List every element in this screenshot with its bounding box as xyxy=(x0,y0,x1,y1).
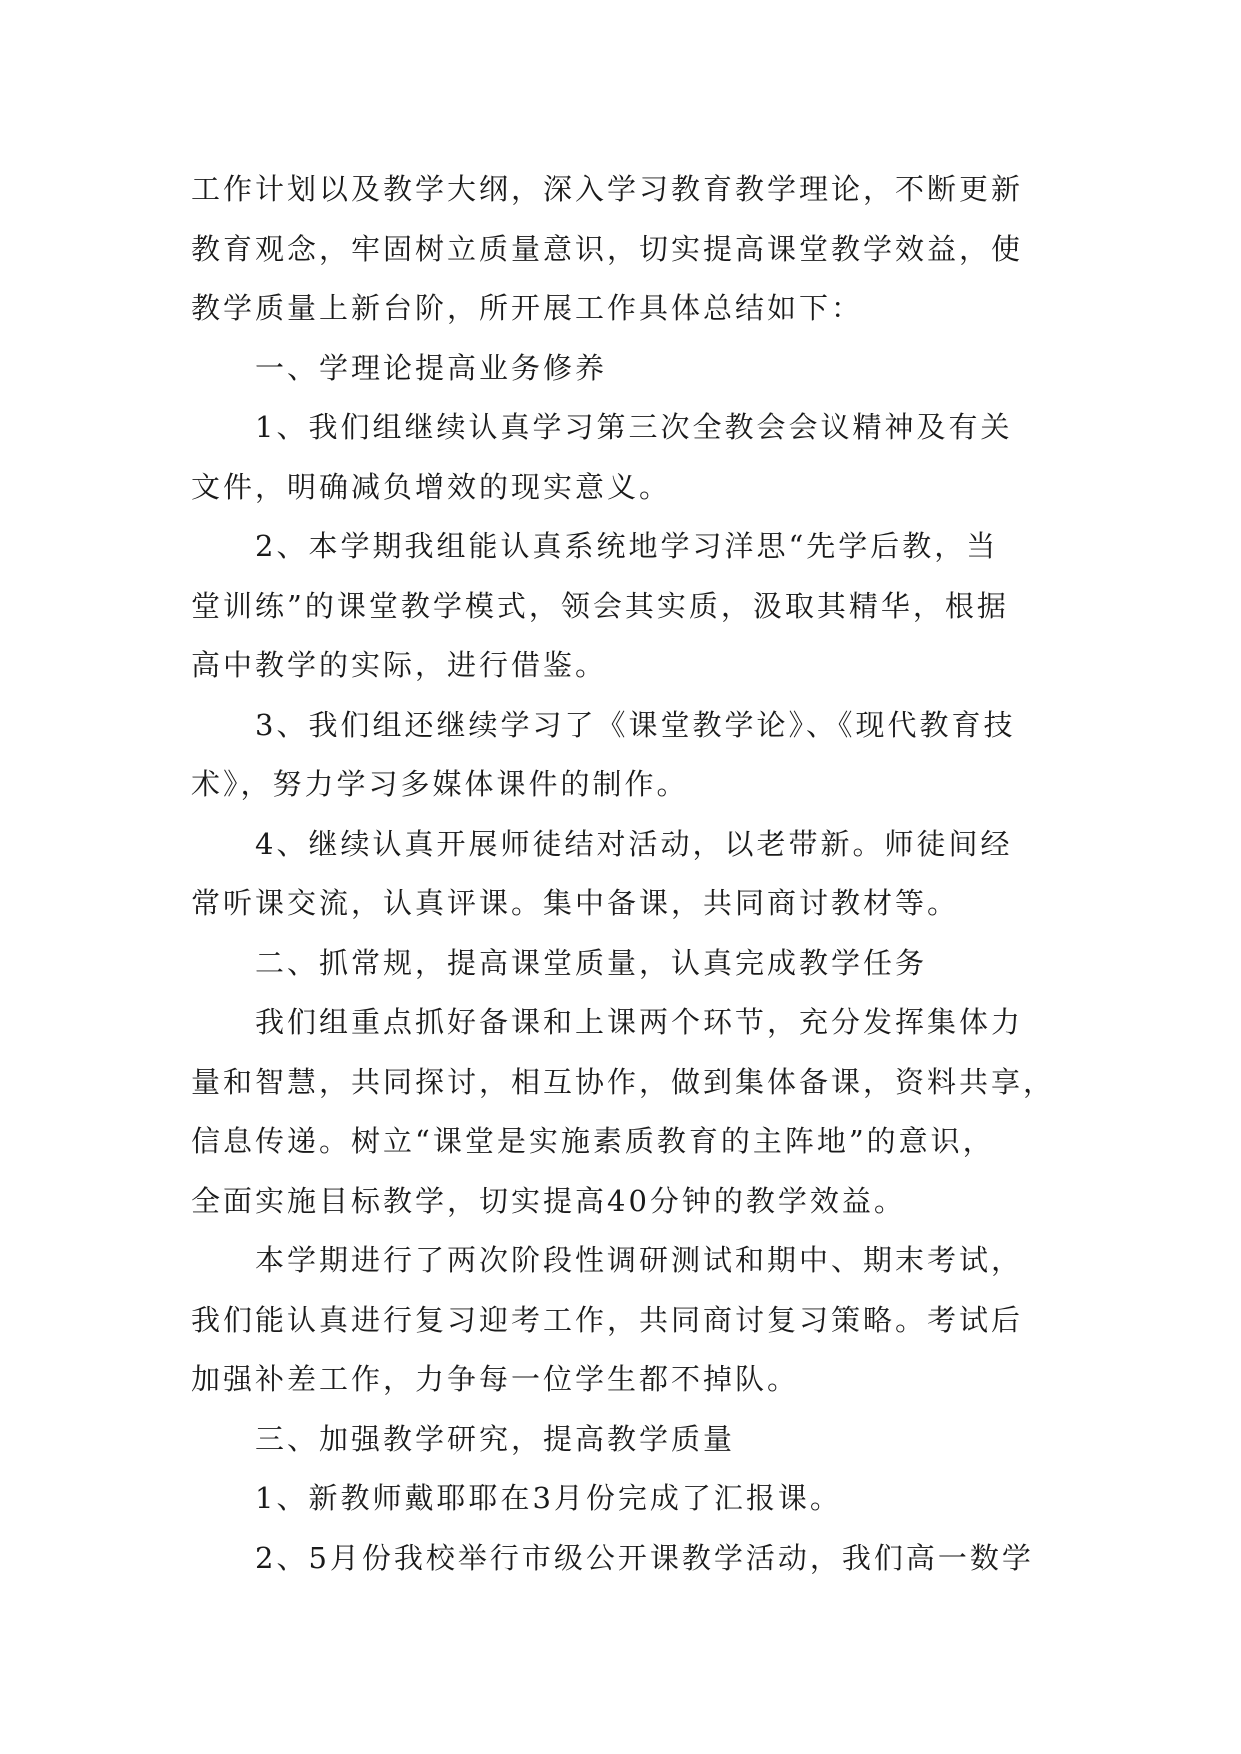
text-line: 1、新教师戴耶耶在3月份完成了汇报课。 xyxy=(255,1481,842,1515)
text-line: 堂训练”的课堂教学模式，领会其实质，汲取其精华，根据 xyxy=(191,588,1009,623)
text-line: 术》，努力学习多媒体课件的制作。 xyxy=(191,767,689,801)
text-line: 文件，明确减负增效的现实意义。 xyxy=(191,469,672,504)
text-line: 教学质量上新台阶，所开展工作具体总结如下： xyxy=(191,291,864,325)
text-line: 信息传递。树立“课堂是实施素质教育的主阵地”的意识， xyxy=(191,1124,995,1158)
text-line: 常听课交流，认真评课。集中备课，共同商讨教材等。 xyxy=(191,886,960,920)
text-line: 4、继续认真开展师徒结对活动，以老带新。师徒间经 xyxy=(255,826,1013,861)
text-line: 三、加强教学研究，提高教学质量 xyxy=(255,1421,736,1456)
text-line: 二、抓常规，提高课堂质量，认真完成教学任务 xyxy=(255,945,928,980)
text-line: 我们组重点抓好备课和上课两个环节，充分发挥集体力 xyxy=(255,1005,1024,1039)
text-line: 1、我们组继续认真学习第三次全教会会议精神及有关 xyxy=(255,410,1013,444)
text-line: 量和智慧，共同探讨，相互协作，做到集体备课，资料共享， xyxy=(191,1064,1056,1099)
text-line: 我们能认真进行复习迎考工作，共同商讨复习策略。考试后 xyxy=(191,1302,1024,1337)
text-line: 本学期进行了两次阶段性调研测试和期中、期末考试， xyxy=(255,1243,1024,1277)
text-line: 3、我们组还继续学习了《课堂教学论》、《现代教育技 xyxy=(255,707,1016,742)
text-line: 全面实施目标教学，切实提高40分钟的教学效益。 xyxy=(191,1183,906,1218)
text-line: 高中教学的实际，进行借鉴。 xyxy=(191,648,608,682)
text-line: 教育观念，牢固树立质量意识，切实提高课堂教学效益，使 xyxy=(191,231,1024,266)
text-line: 工作计划以及教学大纲，深入学习教育教学理论，不断更新 xyxy=(191,172,1024,206)
text-line: 2、5月份我校举行市级公开课教学活动，我们高一数学 xyxy=(255,1540,1034,1575)
text-line: 2、本学期我组能认真系统地学习洋思“先学后教，当 xyxy=(255,529,999,563)
document-body xyxy=(191,160,1056,1588)
text-line: 一、学理论提高业务修养 xyxy=(255,350,608,385)
text-line: 加强补差工作，力争每一位学生都不掉队。 xyxy=(191,1362,800,1396)
